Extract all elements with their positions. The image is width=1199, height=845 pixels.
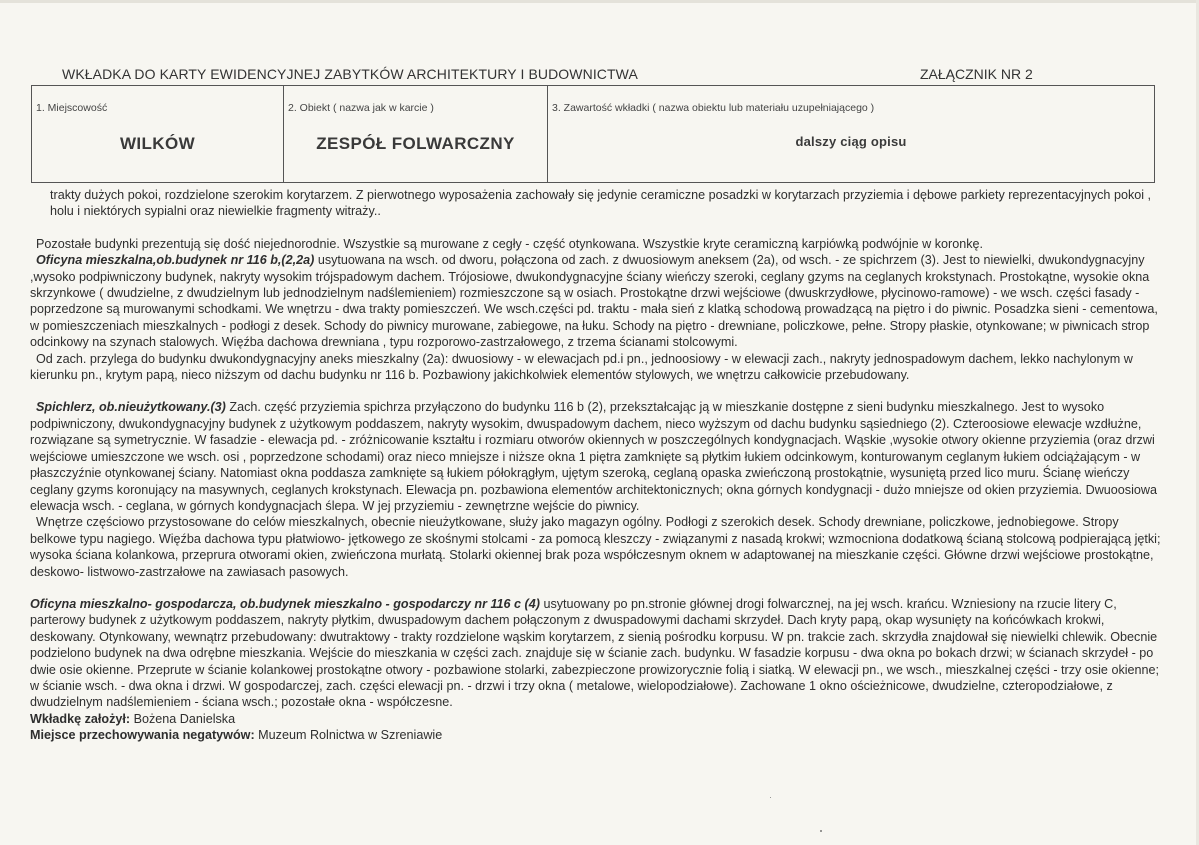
author-line bbox=[30, 711, 1165, 727]
paragraph-granary bbox=[30, 399, 1165, 514]
paragraph-oficyna bbox=[30, 252, 1165, 350]
annex-number: ZAŁĄCZNIK NR 2 bbox=[920, 66, 1033, 82]
oficyna-c-text: usytuowany po pn.stronie głównej drogi folwarcznej, na jej wsch. krańcu. Wzniesiony na rzucie litery C, parterowy budynek z użytkowym poddaszem, nakryty płytkim, dwuspadowym dachem połączonym z dwuspadowymi dachami skrzydeł. Dach kryty papą, okap wysunięty na końcówkach krokwi, deskowany. Otynkowany, wewnątrz przebudowany: dwutraktowy - trakty rozdzielone wąskim korytarzem, z sienią pośrodku korpusu. W pn. trakcie zach. skrzydła znajdował się niewielki chlewik. Obecnie podzielono budynek na dwa odrębne mieszkania. Wejście do mieszkania w części zach. znajduje się w ścianie zach. budynku. W fasadzie korpusu - dwa okna po bokach drzwi; w ścianach skrzydeł - po dwie osie okienne. Przeprute w ścianie kolankowej prostokątne otwory - pozbawione stolarki, zabezpieczone prowizorycznie folią i siatką. W elewacji pn., we wsch., mieszkalnej części - trzy osie okienne; w ścianie wsch. - dwa okna i drzwi. W gospodarczej, zach. części elewacji pn. - drzwi i trzy okna ( metalowe, wielopodziałowe). Zachowane 1 okno ościeżnicowe, dwudzielne, czteropodziałowe, z dwudzielnym nadślemieniem - ściana wsch.; pozostałe okna - współczesne. bbox=[30, 596, 1160, 710]
description-body bbox=[30, 187, 1165, 744]
field-contents-label: 3. Zawartość wkładki ( nazwa obiektu lub materiału uzupełniającego ) bbox=[552, 102, 875, 114]
oficyna-heading: Oficyna mieszkalna,ob.budynek nr 116 b,(2,2a) bbox=[36, 253, 315, 268]
oficyna-text: usytuowana na wsch. od dworu, połączona od zach. z dwuosiowym aneksem (2a), od wsch. - ze spichrzem (3). Jest to niewielki, dwukondygnacyjny ,wysoko podpiwniczony budynek, nakryty wysokim trójspadowym dachem. Trójosiowe, dwukondygnacyjne ściany wieńczy szeroki, ceglany gzyms na ceglanych krokstynach. Prostokątne, wysokie okna skrzynkowe ( dwudzielne, z dwudzielnym lub jednodzielnym nadślemieniem) rozmieszczone są w osiach. Prostokątne drzwi wejściowe (dwuskrzydłowe, płycinowo-ramowe) - we wsch. części fasady - poprzedzone są murowanymi schodkami. We wnętrzu - dwa trakty pomieszczeń. We wsch.części pd. traktu - mała sień z klatką schodową prowadzącą na piętro i do piwnic. Posadzka sieni - cementowa, w pomieszczeniach mieszkalnych - podłogi z desek. Schody do piwnicy murowane, zabiegowe, na łuku. Schody na piętro - drewniane, policzkowe, pełne. Stropy płaskie, otynkowane; w piwnicach strop odcinkowy na szynach stalowych. Więźba dachowa drewniana , typu rozporowo-zastrzałowego, z trzema ścianami stolcowymi. bbox=[30, 253, 1158, 350]
field-object-label: 2. Obiekt ( nazwa jak w karcie ) bbox=[288, 102, 434, 114]
oficyna-c-heading: Oficyna mieszkalno- gospodarcza, ob.budynek mieszkalno - gospodarczy nr 116 c (4) bbox=[30, 596, 540, 611]
form-header-table bbox=[31, 85, 1155, 183]
field-locality-value: WILKÓW bbox=[119, 134, 196, 153]
field-object-value: ZESPÓŁ FOLWARCZNY bbox=[316, 134, 515, 153]
granary-heading: Spichlerz, ob.nieużytkowany.(3) bbox=[36, 400, 226, 415]
field-locality-label: 1. Miejscowość bbox=[36, 102, 108, 114]
granary-text: Zach. część przyziemia spichrza przyłączono do budynku 116 b (2), przekształcając ją w mieszkanie dostępne z sieni budynku mieszkalnego. Jest to wysoko podpiwniczony, dwukondygnacyjny budynek z użytkowym poddaszem, nakryty wysokim, dwuspadowym dachem, nieco wyższym od dachu budynku sąsiedniego (2). Czteroosiowe elewacje wzdłużne, rozwiązane są symetrycznie. W fasadzie - elewacja pd. - zróżnicowanie kształtu i rozmiaru otworów okiennych w poszczególnych kondygnacjach. Wąskie ,wysokie otwory okienne przyziemia (oraz drzwi wejściowe umieszczone we wsch. osi , poprzedzone schodami) oraz nieco mniejsze i niższe okna 1 piętra zamknięte są płytkim łukiem odcinkowym, konturowanym ceglanym łukiem odciążającym - w płaszczyźnie otynkowanej ściany. Natomiast okna poddasza zamknięte są łukiem półokrągłym, ujętym szeroką, ceglaną opaska zwieńczoną prostokątnie, wysuniętą przed lico muru. Ścianę wieńczy ceglany gzyms koronujący na masywnych, ceglanych krokstynach. Elewacja pn. pozbawiona elementów architektonicznych; okna górnych kondygnacji - dużo mniejsze od okien przyziemia. Dwuoosiowa elewacja wsch. - ceglana, w górnych kondygnacjach ślepa. W jej przyziemiu - zewnętrzne wejście do piwnicy. bbox=[30, 400, 1158, 513]
field-contents-value: dalszy ciąg opisu bbox=[795, 134, 907, 149]
storage-line bbox=[30, 727, 1165, 743]
field-locality bbox=[32, 86, 283, 182]
document-title: WKŁADKA DO KARTY EWIDENCYJNEJ ZABYTKÓW ARCHITEKTURY I BUDOWNICTWA bbox=[62, 66, 638, 82]
storage-value: Muzeum Rolnictwa w Szreniawie bbox=[254, 728, 443, 743]
author-value: Bożena Danielska bbox=[130, 711, 236, 726]
paragraph-oficyna-c bbox=[30, 596, 1165, 711]
field-contents bbox=[547, 86, 1154, 182]
field-object bbox=[283, 86, 547, 182]
storage-label: Miejsce przechowywania negatywów: bbox=[30, 728, 255, 743]
author-label: Wkładkę założył: bbox=[30, 711, 131, 726]
scan-edge-top bbox=[0, 0, 1199, 3]
paragraph-buildings: Pozostałe budynki prezentują się dość niejednorodnie. Wszystkie są murowane z cegły - część otynkowana. Wszystkie kryte ceramiczną karpiówką podwójnie w koronkę. bbox=[36, 236, 984, 251]
scan-speck bbox=[820, 830, 822, 832]
paragraph-intro: trakty dużych pokoi, rozdzielone szerokim korytarzem. Z pierwotnego wyposażenia zachowały się jedynie ceramiczne posadzki w korytarzach przyziemia i dębowe parkiety reprezentacyjnych pokoi , holu i niektórych sypialni oraz niewielkie fragmenty witraży.. bbox=[50, 188, 1152, 219]
paragraph-annex: Od zach. przylega do budynku dwukondygnacyjny aneks mieszkalny (2a): dwuosiowy - w elewacjach pd.i pn., jednoosiowy - w elewacji zach., nakryty jednospadowym dachem, lekko nachylonym w kierunku pn., krytym papą, nieco niższym od dachu budynku nr 116 b. Pozbawiony jakichkolwiek elementów stylowych, we wnętrzu całkowicie przebudowany. bbox=[30, 351, 1133, 383]
paragraph-granary-interior: Wnętrze częściowo przystosowane do celów mieszkalnych, obecnie nieużytkowane, służy jako magazyn ogólny. Podłogi z szerokich desek. Schody drewniane, policzkowe, jednobiegowe. Stropy belkowe typu nagiego. Więźba dachowa typu płatwiowo- jętkowego ze skośnymi stolcami - za pomocą kleszczy - związanymi z nasadą krokwi; wzmocniona dodatkową ścianą stolcową podpierającą jętki; wysoka ściana kolankowa, przeprura otworami okien, zwieńczona murłatą. Stolarki okiennej brak poza współczesnym oknem w adaptowanej na mieszkanie części. Główne drzwi wejściowe prostokątne, deskowo- listwowo-zastrzałowe na zawiasach pasowych. bbox=[30, 515, 1161, 579]
scan-speck bbox=[770, 797, 771, 798]
